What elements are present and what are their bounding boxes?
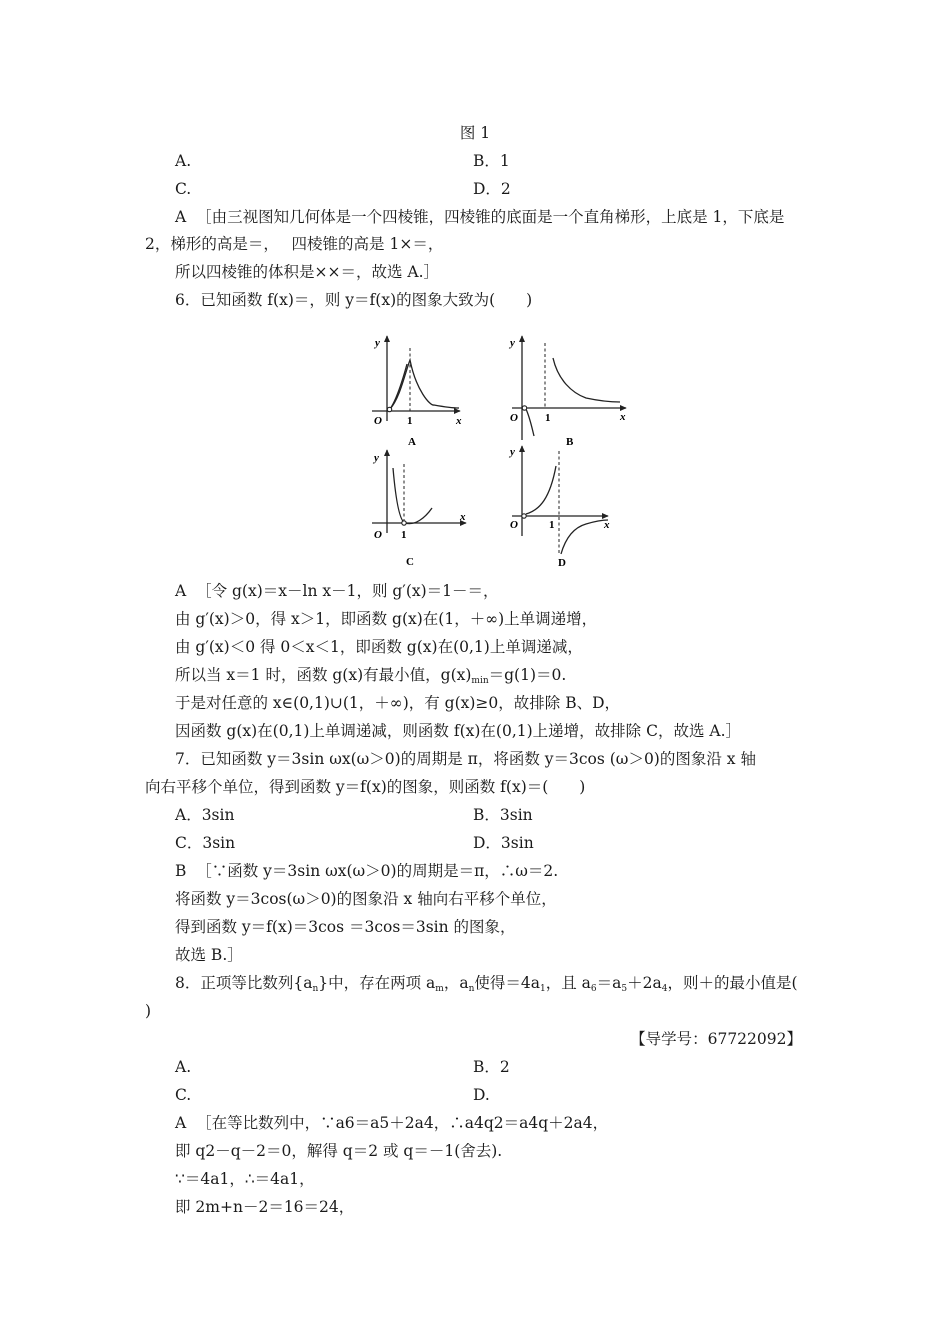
q7-option-d: D．3sin xyxy=(473,834,534,852)
q6-graphs xyxy=(360,318,630,573)
q5-solution-line2: 2，梯形的高是＝， 四棱锥的高是 1×＝， xyxy=(145,235,444,253)
q6-solution-line4: 所以当 x＝1 时，函数 g(x)有最小值，$g(x)_{min}=g(1)=0$. xyxy=(175,666,567,686)
q6-solution-line2: 由 g′(x)＞0，得 x＞1，即函数 g(x)在(1，＋∞)上单调递增， xyxy=(175,610,598,628)
q7-solution-line4: 故选 B.］ xyxy=(175,946,243,964)
figure-caption: 图 1 xyxy=(459,124,491,142)
graph-d-y-label: y xyxy=(510,446,515,458)
q6-stem: 6．已知函数 f(x)＝，则 y＝f(x)的图象大致为( ) xyxy=(175,291,533,309)
q5-solution-line3: 所以四棱锥的体积是××＝，故选 A.］ xyxy=(175,263,440,281)
graph-b-x-label: x xyxy=(620,411,626,423)
graph-c-y-label: y xyxy=(374,452,379,464)
q5-option-c: C. xyxy=(175,180,192,198)
q8-guide-number: 【导学号：67722092】 xyxy=(630,1030,802,1048)
graph-a-tick-one: 1 xyxy=(407,415,413,427)
graph-c-x-label: x xyxy=(460,511,466,523)
graph-b-y-label: y xyxy=(510,337,515,349)
graph-b-label: B xyxy=(566,436,574,448)
q5-solution-line1: A ［由三视图知几何体是一个四棱锥，四棱锥的底面是一个直角梯形，上底是 1，下底是 xyxy=(175,208,785,226)
q5-option-b: B．1 xyxy=(473,152,510,170)
q5-option-d: D．2 xyxy=(473,180,511,198)
q8-option-a: A. xyxy=(175,1058,192,1076)
q7-option-c: C．3sin xyxy=(175,834,236,852)
q7-solution-line1: B ［∵函数 y＝3sin ωx(ω＞0)的周期是＝π，∴ω＝2. xyxy=(175,862,559,880)
graph-d-tick-one: 1 xyxy=(549,519,555,531)
graph-a-y-label: y xyxy=(375,337,380,349)
graph-a-label: A xyxy=(408,436,416,448)
q8-option-d: D. xyxy=(473,1086,490,1104)
graph-c-origin: O xyxy=(374,529,382,541)
q6-solution-line3: 由 g′(x)＜0 得 0＜x＜1，即函数 g(x)在(0,1)上单调递减， xyxy=(175,638,583,656)
q5-option-a: A. xyxy=(175,152,192,170)
q7-stem-line2: 向右平移个单位，得到函数 y＝f(x)的图象，则函数 f(x)＝( ) xyxy=(145,778,586,796)
q6-solution-line5: 于是对任意的 x∈(0,1)∪(1，＋∞)，有 g(x)≥0，故排除 B、D， xyxy=(175,694,621,712)
q8-stem-line2: ) xyxy=(145,1002,152,1020)
q8-option-c: C. xyxy=(175,1086,192,1104)
graph-d-origin: O xyxy=(510,519,518,531)
q7-solution-line3: 得到函数 y＝f(x)＝3cos ＝3cos＝3sin 的图象， xyxy=(175,918,516,936)
q6-solution-line6: 因函数 g(x)在(0,1)上单调递减，则函数 f(x)在(0,1)上递增，故排除 C，故选 A.］ xyxy=(175,722,742,740)
graph-c-label: C xyxy=(406,556,414,568)
q8-option-b: B．2 xyxy=(473,1058,510,1076)
graph-d-x-label: x xyxy=(604,519,610,531)
q8-solution-line2: 即 q2－q－2＝0，解得 q＝2 或 q＝－1(舍去). xyxy=(175,1142,503,1160)
q7-stem-line1: 7．已知函数 y＝3sin ωx(ω＞0)的周期是 π，将函数 y＝3cos (ω＞0)的图象沿 x 轴 xyxy=(175,750,756,768)
graph-b-origin: O xyxy=(510,412,518,424)
graph-a-origin: O xyxy=(374,415,382,427)
q7-option-a: A．3sin xyxy=(175,806,235,824)
graph-b-tick-one: 1 xyxy=(545,412,551,424)
graph-a-x-label: x xyxy=(456,415,462,427)
q8-solution-line3: ∵＝4a1，∴＝4a1， xyxy=(175,1170,315,1188)
q7-option-b: B．3sin xyxy=(473,806,533,824)
graph-c-tick-one: 1 xyxy=(401,529,407,541)
q8-solution-line4: 即 2m+n－2＝16＝24， xyxy=(175,1198,355,1216)
q6-solution-line1: A ［令 g(x)＝x－ln x－1，则 g′(x)＝1－＝， xyxy=(175,582,499,600)
q8-solution-line1: A ［在等比数列中，∵a6＝a5＋2a4，∴a4q2＝a4q＋2a4， xyxy=(175,1114,609,1132)
graph-d-label: D xyxy=(558,557,566,569)
q8-stem-line1: 8．正项等比数列$\{a_n\}$中，存在两项 $a_m$，$a_n$使得$=4a_1$，且 $a_6=a_5+2a_4$，则＋的最小值是( xyxy=(175,974,798,994)
q7-solution-line2: 将函数 y＝3cos(ω＞0)的图象沿 x 轴向右平移个单位， xyxy=(175,890,557,908)
